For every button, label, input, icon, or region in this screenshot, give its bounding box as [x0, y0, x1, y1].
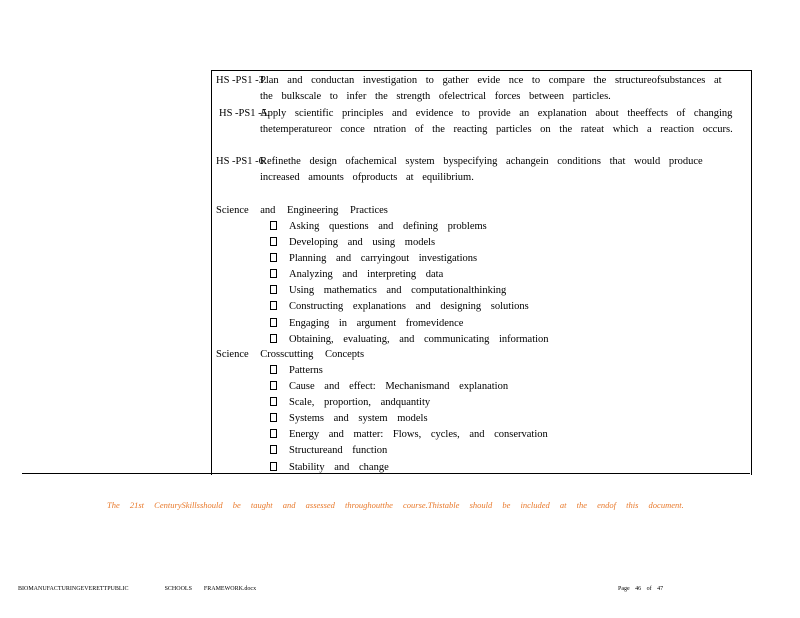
bullet-box-icon — [270, 397, 277, 406]
list-item: Scale, proportion, andquantity — [270, 395, 548, 411]
bullet-box-icon — [270, 429, 277, 438]
bullet-box-icon — [270, 381, 277, 390]
list-item: Systems and system models — [270, 411, 548, 427]
standard-hs-ps1-3 — [216, 73, 741, 105]
bullet-box-icon — [270, 462, 277, 471]
list-item: Constructing explanations and designing solutions — [270, 299, 549, 315]
practices-heading: Science and Engineering Practices — [216, 205, 388, 216]
bullet-box-icon — [270, 318, 277, 327]
crosscutting-list — [270, 363, 548, 476]
bullet-box-icon — [270, 285, 277, 294]
list-item: Planning and carryingout investigations — [270, 251, 549, 267]
bullet-box-icon — [270, 253, 277, 262]
list-item: Patterns — [270, 363, 548, 379]
standard-text: Plan and conductan investigation to gather evide nce to compare the structureofsubstances at the bulkscale to infer the strength ofelectrical forces between particles. — [260, 75, 722, 102]
list-item: Energy and matter: Flows, cycles, and conservation — [270, 427, 548, 443]
list-item: Stability and change — [270, 460, 548, 476]
list-item: Analyzing and interpreting data — [270, 267, 549, 283]
practices-list — [270, 219, 549, 348]
footer-filename: BIOMANUFACTURINGEVERETTPUBLIC SCHOOLS FRAMEWORK.docx — [18, 586, 257, 592]
list-item: Asking questions and defining problems — [270, 219, 549, 235]
list-item: Developing and using models — [270, 235, 549, 251]
list-item: Obtaining, evaluating, and communicating information — [270, 332, 549, 348]
bullet-box-icon — [270, 269, 277, 278]
list-item: Cause and effect: Mechanismand explanation — [270, 379, 548, 395]
list-item: Using mathematics and computationalthinking — [270, 283, 549, 299]
footer-page-number: Page 46 of 47 — [618, 586, 664, 592]
bullet-box-icon — [270, 334, 277, 343]
skills-note: The 21st CenturySkillsshould be taught and assessed throughoutthe course.Thistable should be included at the endof this document. — [107, 500, 684, 510]
standard-hs-ps1-5 — [216, 106, 741, 138]
standard-text: Apply scientific principles and evidence to provide an explanation about theeffects of changing thetemperatureor conce ntration of the reacting particles on the rateat which a reaction occurs. — [260, 108, 733, 135]
standard-text: Refinethe design ofachemical system byspecifying achangein conditions that would produce increased amounts ofproducts at equilibrium. — [260, 156, 703, 183]
bullet-box-icon — [270, 413, 277, 422]
list-item: Structureand function — [270, 443, 548, 459]
standard-code: HS -PS1 -6. — [216, 156, 267, 167]
standard-hs-ps1-6 — [216, 154, 741, 186]
standard-code: HS -PS1 -5. — [219, 108, 270, 119]
bullet-box-icon — [270, 221, 277, 230]
bullet-box-icon — [270, 301, 277, 310]
bullet-box-icon — [270, 365, 277, 374]
crosscutting-heading: Science Crosscutting Concepts — [216, 349, 365, 360]
bullet-box-icon — [270, 237, 277, 246]
list-item: Engaging in argument fromevidence — [270, 316, 549, 332]
standard-code: HS -PS1 -3. — [216, 75, 267, 86]
bullet-box-icon — [270, 445, 277, 454]
